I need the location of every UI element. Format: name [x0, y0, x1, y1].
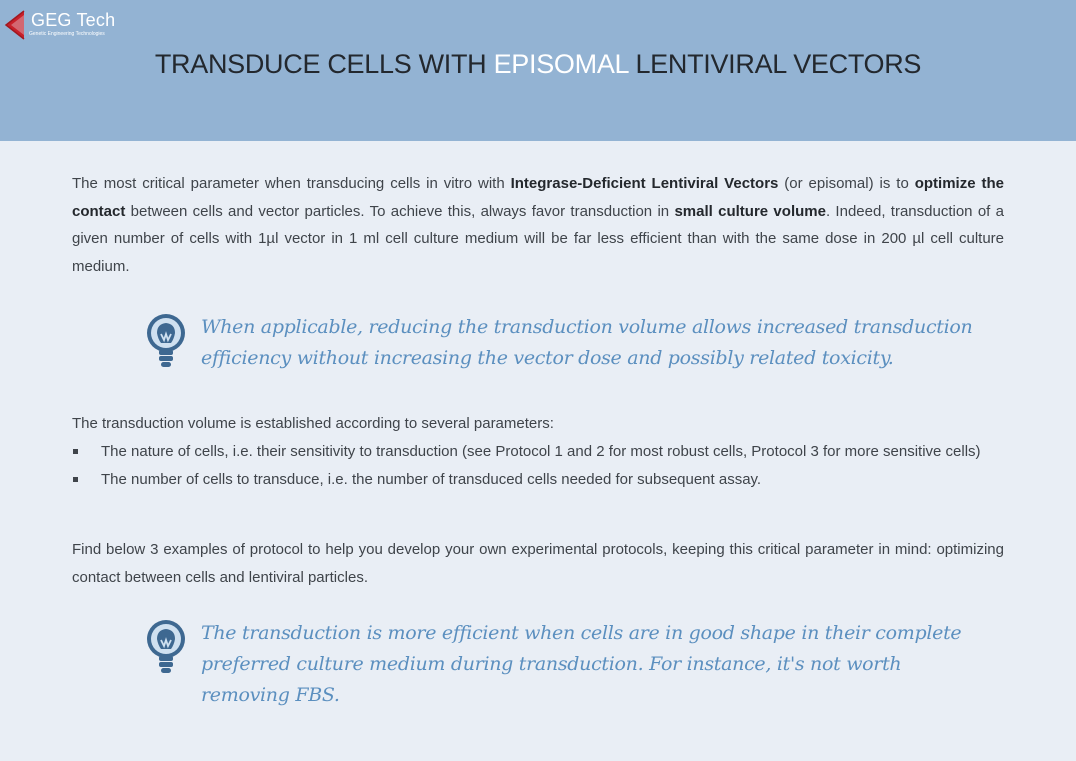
- lightbulb-icon: [144, 618, 188, 678]
- lightbulb-icon: [144, 312, 188, 372]
- tip-text-1: [201, 312, 981, 374]
- tip-callout-1: [144, 312, 973, 382]
- intro-text-4: . Indeed, transduction of a given number of cells with 1µl vector in 1 ml cell culture medium will be far less efficient than with the same dose in 200 µl cell culture medium.: [72, 202, 1004, 276]
- logo-name: GEG Tech: [31, 10, 116, 30]
- intro-bold-contact: optimize the contact: [72, 175, 1004, 220]
- closing-paragraph: Find below 3 examples of protocol to help you develop your own experimental protocols, keeping this critical parameter in mind: optimizing contact between cells and lentiviral particles.: [72, 541, 1004, 586]
- intro-paragraph: [72, 170, 1004, 281]
- list-item-text: The nature of cells, i.e. their sensitivity to transduction (see Protocol 1 and 2 for most robust cells, Protocol 3 for more sensitive cells): [101, 443, 981, 460]
- title-part-1: TRANSDUCE CELLS WITH: [154, 49, 494, 79]
- tip-2-line-1: The transduction is more efficient when cells are in good shape in their complete: [201, 622, 962, 644]
- bullet-square-icon: [73, 477, 78, 482]
- tip-1-line-2: efficiency without increasing the vector dose and possibly related toxicity.: [201, 347, 894, 369]
- tip-1-line-1: When applicable, reducing the transduction volume allows increased transduction: [201, 316, 973, 338]
- intro-text-2: (or episomal) is to: [778, 175, 915, 192]
- parameters-lead: The transduction volume is established according to several parameters:: [72, 415, 554, 432]
- parameters-list: [72, 438, 1004, 493]
- tip-callout-2: [144, 618, 964, 706]
- page-title: [0, 49, 1076, 80]
- bullet-square-icon: [73, 449, 78, 454]
- intro-bold-idlv: Integrase-Deficient Lentiviral Vectors: [510, 175, 779, 192]
- tip-2-line-2: preferred culture medium during transduction. For instance, it's not worth removing FBS.: [201, 653, 902, 706]
- title-part-2: LENTIVIRAL VECTORS: [628, 49, 922, 79]
- geg-tech-logo[interactable]: [4, 8, 134, 42]
- intro-text-1: The most critical parameter when transducing cells in vitro with: [72, 175, 511, 192]
- list-item-text: The number of cells to transduce, i.e. the number of transduced cells needed for subsequent assay.: [101, 470, 762, 488]
- logo-tagline: Genetic Engineering Technologies: [29, 31, 105, 37]
- list-item: [72, 466, 1004, 494]
- tip-text-2: [201, 618, 981, 711]
- intro-text-3: between cells and vector particles. To achieve this, always favor transduction in: [125, 202, 675, 220]
- list-item: [72, 438, 1004, 466]
- page-header: [0, 0, 1076, 141]
- title-highlight: EPISOMAL: [493, 49, 629, 79]
- intro-bold-volume: small culture volume: [674, 202, 826, 220]
- logo-triangle-icon: [4, 9, 28, 41]
